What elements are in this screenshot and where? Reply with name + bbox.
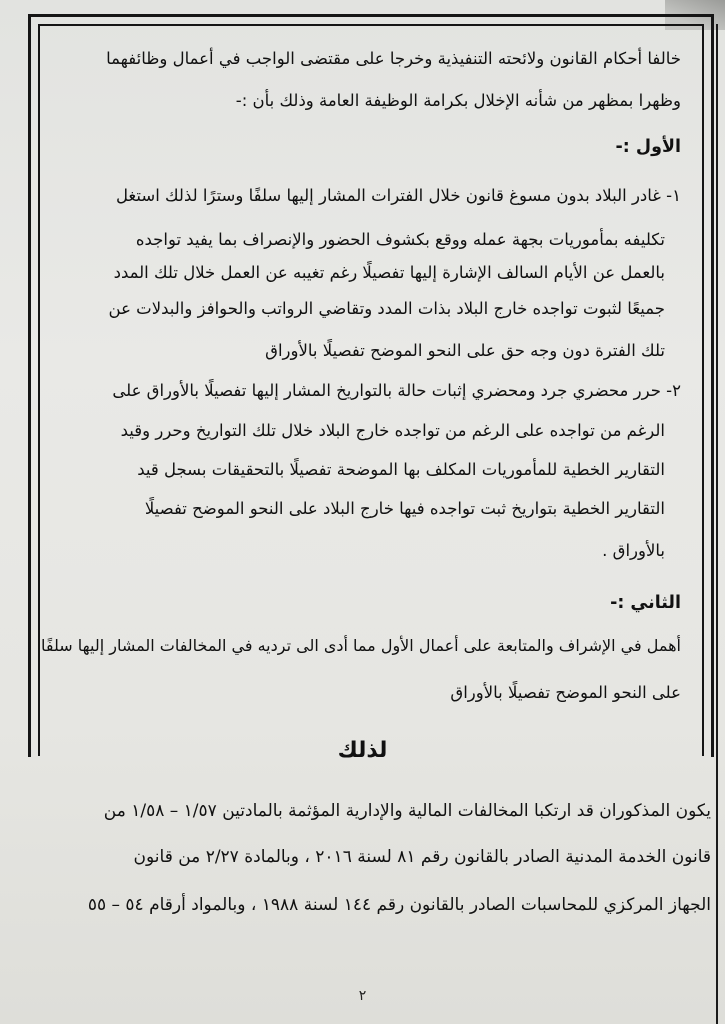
page-number: ٢ [358,988,367,1004]
item2-line: ٢- حرر محضري جرد ومحضري إثبات حالة بالتواريخ المشار إليها تفصيلًا بالأوراق على [112,381,681,400]
item1-line: تلك الفترة دون وجه حق على النحو الموضح تفصيلًا بالأوراق [265,341,665,360]
intro-line: وظهرا بمظهر من شأنه الإخلال بكرامة الوظيفة العامة وذلك بأن :- [235,91,681,110]
conclusion-line: قانون الخدمة المدنية الصادر بالقانون رقم ٨١ لسنة ٢٠١٦ ، وبالمادة ٢/٢٧ من قانون [133,847,711,867]
item2-line: التقارير الخطية للمأموريات المكلف بها الموضحة تفصيلًا بالتحقيقات بسجل قيد [137,460,665,479]
conclusion-line: الجهاز المركزي للمحاسبات الصادر بالقانون رقم ١٤٤ لسنة ١٩٨٨ ، وبالمواد أرقام ٥٤ – ٥٥ [87,895,711,915]
item1-line: تكليفه بمأموريات بجهة عمله ووقع بكشوف الحضور والإنصراف بما يفيد تواجده [135,230,665,249]
first-heading: الأول :- [615,137,681,157]
conclusion-line: يكون المذكوران قد ارتكبا المخالفات المالية والإدارية المؤثمة بالمادتين ١/٥٧ – ١/٥٨ من [103,801,711,821]
second-line: على النحو الموضح تفصيلًا بالأوراق [450,683,681,702]
item2-line: التقارير الخطية بتواريخ ثبت تواجده فيها خارج البلاد على النحو الموضح تفصيلًا [144,499,665,518]
right-margin-rule [716,24,718,1024]
item2-line: الرغم من تواجده على الرغم من تواجده خارج البلاد خلال تلك التواريخ وحرر وقيد [120,421,665,440]
item1-line: ١- غادر البلاد بدون مسوغ قانون خلال الفترات المشار إليها سلفًا وسترًا لذلك استغل [115,186,681,205]
item2-line: بالأوراق . [602,541,665,560]
second-heading: الثاني :- [610,593,681,613]
item1-line: بالعمل عن الأيام السالف الإشارة إليها تفصيلًا رغم تغيبه عن العمل خلال تلك المدد [113,263,665,282]
intro-line: خالفا أحكام القانون ولائحته التنفيذية وخرجا على مقتضى الواجب في أعمال وظائفهما [106,49,681,68]
conclusion-heading: لذلك [337,738,388,763]
item1-line: جميعًا لثبوت تواجده خارج البلاد بذات المدد وتقاضي الرواتب والحوافز والبدلات عن [108,299,665,318]
second-line: أهمل في الإشراف والمتابعة على أعمال الأول مما أدى الى ترديه في المخالفات المشار إليها سلفًا [40,636,681,655]
